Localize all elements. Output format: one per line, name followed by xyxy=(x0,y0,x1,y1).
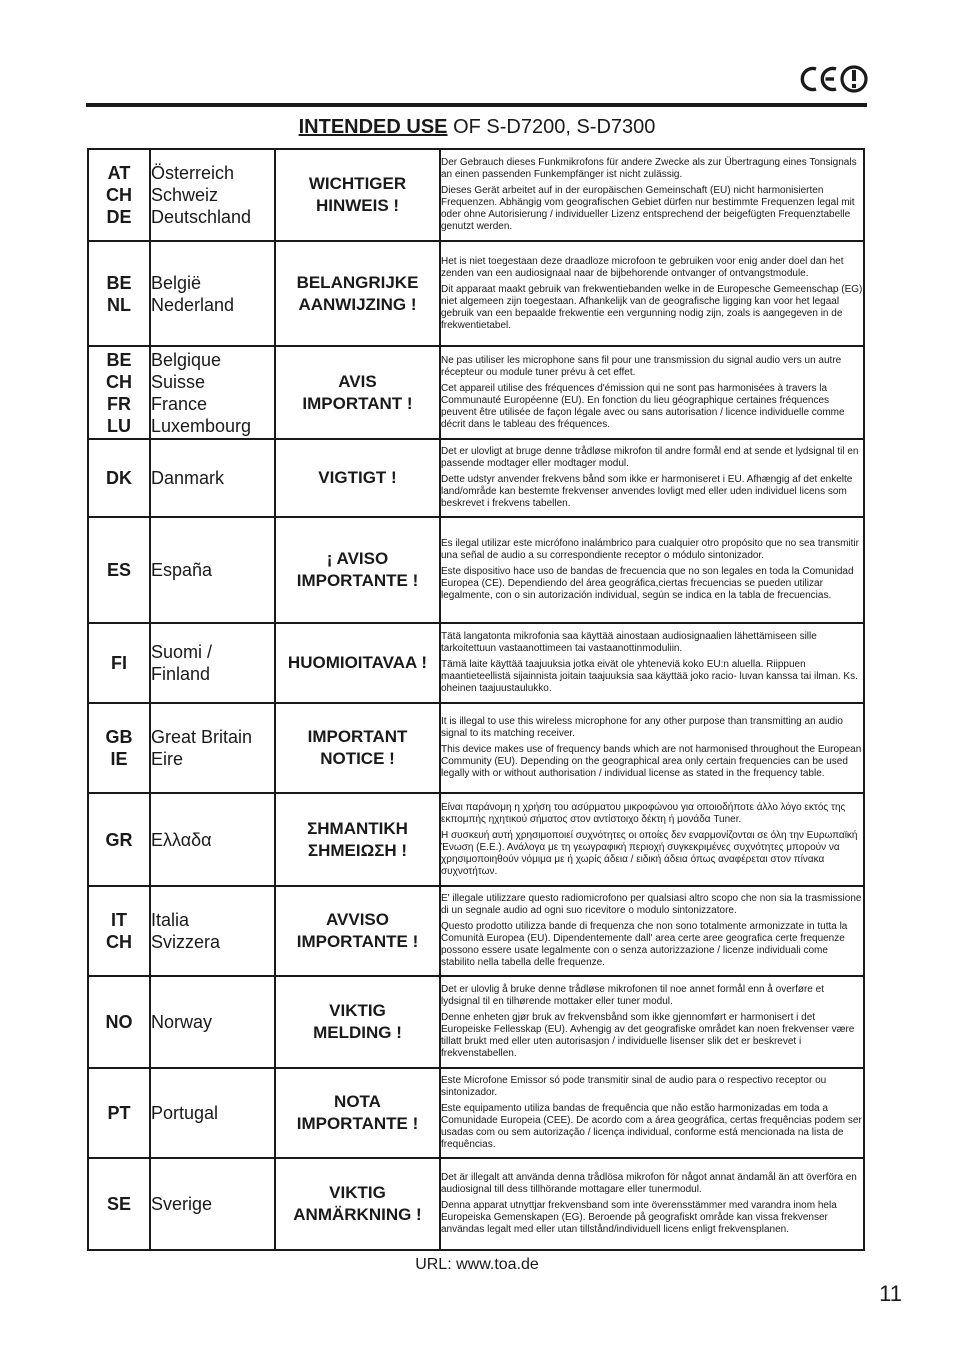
country-code: LU xyxy=(107,415,131,436)
country-code: SE xyxy=(106,1194,131,1214)
notice-text-cell xyxy=(440,439,864,517)
country-row xyxy=(88,149,864,241)
ce-alert-marks xyxy=(797,62,869,96)
country-name: España xyxy=(151,560,213,580)
notice-label-cell xyxy=(275,439,440,517)
country-row xyxy=(88,1158,864,1250)
notice-paragraph: Tämä laite käyttää taajuuksia jotka eivät ole yhteneviä koko EU:n aluella. Riippuen maantieteellistä sijainnista joitain taajuuksia saa käyttää joko racio- luvan kanssa tai ilman. Ks. oheinen taajuustaulukko. xyxy=(441,659,858,694)
country-name: Belgique xyxy=(151,349,222,370)
country-codes-cell xyxy=(88,793,150,886)
country-code: GB xyxy=(105,727,133,747)
country-name: Danmark xyxy=(151,468,225,488)
notice-paragraph: Es ilegal utilizar este micrófono inalámbrico para cualquier otro propósito que no sea transmitir una señal de audio a su correspondiente receptor o módulo sintonizador. xyxy=(441,538,859,561)
notice-label: NOTA xyxy=(334,1092,381,1111)
notice-text-cell xyxy=(440,793,864,886)
notice-label: AVVISO xyxy=(326,910,389,929)
country-names-cell xyxy=(150,793,275,886)
notice-label: VIGTIGT ! xyxy=(318,468,397,487)
notice-label-cell xyxy=(275,1158,440,1250)
intended-use-table xyxy=(87,148,865,1251)
notice-paragraph: Het is niet toegestaan deze draadloze microfoon te gebruiken voor enig ander doel dan het zenden van een audiosignaal naar de bijbehorende ontvanger of ontvangstmodule. xyxy=(441,255,844,279)
notice-text-cell xyxy=(440,241,864,346)
notice-paragraph: Dit apparaat maakt gebruik van frekwentiebanden welke in de Europesche Gemeenschap (EG) niet algemeen zijn toegestaan. Afhankelijk van de geografische ligging kan voor het legaal gebruik van een bepaalde frekwentie een vergunning nodig zijn, zoals is aangegeven in de frekwentietabel. xyxy=(441,283,863,331)
notice-text-cell xyxy=(440,623,864,703)
country-code: IT xyxy=(111,910,127,930)
notice-label: ΣΗΜΕΙΩΣΗ ! xyxy=(307,840,408,860)
country-row xyxy=(88,703,864,793)
country-names-cell xyxy=(150,976,275,1068)
country-name: Svizzera xyxy=(151,932,221,952)
notice-paragraph: Det er ulovlig å bruke denne trådløse mikrofonen til noe annet formål enn å overføre et lydsignal til en tilhørende mottaker eller tuner modul. xyxy=(441,984,824,1007)
country-code: CH xyxy=(106,185,132,205)
country-name: Schweiz xyxy=(151,185,219,205)
country-name: Ελλαδα xyxy=(151,829,212,850)
country-code: AT xyxy=(107,163,131,183)
notice-paragraph: Este Microfone Emissor só pode transmitir sinal de audio para o respectivo receptor ou sintonizador. xyxy=(441,1075,827,1098)
notice-label: ANMÄRKNING ! xyxy=(293,1205,422,1224)
country-codes-cell xyxy=(88,346,150,439)
notice-paragraph: Det er ulovligt at bruge denne trådløse mikrofon til andre formål end at sende et lydsignal til en passende modtager eller modtager modul. xyxy=(441,446,859,469)
country-names-cell xyxy=(150,346,275,439)
country-code: ES xyxy=(106,560,131,580)
country-name: Italia xyxy=(151,910,190,930)
ce-mark-icon xyxy=(802,69,836,90)
notice-label: IMPORTANTE ! xyxy=(296,1114,419,1133)
country-code: CH xyxy=(106,371,132,392)
notice-label-cell xyxy=(275,149,440,241)
country-names-cell xyxy=(150,886,275,976)
country-code: PT xyxy=(107,1103,131,1123)
notice-label: VIKTIG xyxy=(329,1001,386,1020)
notice-label-cell xyxy=(275,346,440,439)
notice-paragraph: Cet appareil utilise des fréquences d'émission qui ne sont pas harmonisées à travers la Communauté Européenne (EU). En fonction du lieu géographique certaines fréquences peuvent être utilisée de façon légale avec ou sans autorisation / licence individuelle comme décrit dans le tableau des fréquences. xyxy=(441,382,845,430)
notice-label: IMPORTANTE ! xyxy=(296,571,419,590)
country-row xyxy=(88,517,864,623)
country-codes-cell xyxy=(88,149,150,241)
country-code: BE xyxy=(106,349,132,370)
country-name: Suisse xyxy=(151,371,206,392)
notice-label-cell xyxy=(275,241,440,346)
notice-paragraph: Este equipamento utiliza bandas de frequência que não estão harmonizadas em toda a Comunidade Europeia (CEE). De acordo com a área geográfica, certas frequências podem ser usadas com ou sem autorização / licença individual, conforme está mencionada na lista de frequências. xyxy=(441,1103,862,1150)
notice-label-cell xyxy=(275,1068,440,1158)
country-codes-cell xyxy=(88,517,150,623)
country-row xyxy=(88,623,864,703)
notice-paragraph: Questo prodotto utilizza bande di frequenza che non sono totalmente armonizzate in tutta la Comunità Europea (EU). Dipendentemente dall' area certe aree geografica certe frequenze possono essere usate legalmente con o senza autorizzazione / licenze individuali come stabilito nella tabella delle frequenze. xyxy=(441,921,848,968)
header-rule xyxy=(86,103,867,107)
notice-label: IMPORTANT ! xyxy=(302,393,413,413)
country-name: Norway xyxy=(151,1012,213,1032)
country-codes-cell xyxy=(88,703,150,793)
notice-label: VIKTIG xyxy=(329,1183,386,1202)
country-code: DE xyxy=(106,207,132,227)
notice-paragraph: Det är illegalt att använda denna trådlösa mikrofon för något annat ändamål än att överföra en audiosignal till dess tillhörande mottagare eller tunermodul. xyxy=(441,1172,857,1195)
notice-text-cell xyxy=(440,346,864,439)
country-names-cell xyxy=(150,439,275,517)
country-row xyxy=(88,346,864,439)
notice-label-cell xyxy=(275,517,440,623)
notice-paragraph: Η συσκευή αυτή χρησιμοποιεί συχνότητες οι οποίες δεν εναρμονίζονται σε όλη την Ευρωπαϊκή Ένωση (Ε.Ε.). Ανάλογα με τη γεωγραφική περιοχή συγκεκριμένες συχνότητες μπορούν να χρησιμοποιηθούν νόμιμα με ή χωρίς άδεια / ειδική άδεια όπως αναφέρεται στον πίνακα συχνοτήτων. xyxy=(441,829,858,877)
country-name: Sverige xyxy=(151,1194,213,1214)
country-row xyxy=(88,976,864,1068)
alert-mark-icon xyxy=(842,67,866,91)
country-row xyxy=(88,439,864,517)
notice-label: ΣΗΜΑΝΤΙΚΗ xyxy=(307,818,408,838)
notice-label: ¡ AVISO xyxy=(326,549,389,568)
notice-text-cell xyxy=(440,703,864,793)
page-title-strong: INTENDED USE xyxy=(298,116,448,138)
country-names-cell xyxy=(150,149,275,241)
url-footer: URL: www.toa.de xyxy=(415,1256,539,1273)
country-name: Great Britain xyxy=(151,727,253,747)
country-code: CH xyxy=(106,932,132,952)
country-code: BE xyxy=(106,272,132,293)
country-codes-cell xyxy=(88,439,150,517)
notice-paragraph: It is illegal to use this wireless microphone for any other purpose than transmitting an audio signal to its matching receiver. xyxy=(441,716,843,739)
notice-paragraph: Dette udstyr anvender frekvens bånd som ikke er harmoniseret i EU. Afhængig af det enkelte land/område kan bestemte frekvenser anvendes lovligt med eller uden individuel licens som beskrevet i frekvens tabellen. xyxy=(441,474,853,509)
country-code: NO xyxy=(105,1012,133,1032)
country-name: Luxembourg xyxy=(151,415,252,436)
notice-label: IMPORTANT xyxy=(307,727,408,746)
country-codes-cell xyxy=(88,623,150,703)
notice-text-cell xyxy=(440,1158,864,1250)
country-name: Deutschland xyxy=(151,207,252,227)
country-codes-cell xyxy=(88,1158,150,1250)
country-names-cell xyxy=(150,241,275,346)
country-code: IE xyxy=(110,749,128,769)
notice-paragraph: Ne pas utiliser les microphone sans fil pour une transmission du signal audio vers un autre récepteur ou module tuner prévu à cet effet. xyxy=(441,354,842,378)
notice-paragraph: Denne enheten gjør bruk av frekvensbånd som ikke gjennomført er harmonisert i det Europeiske Fellesskap (EU). Avhengig av det geografiske området kan noen frekvenser være tillatt brukt med eller uten autorisasjon / individuelle lisenser slik det er beskrevet i frekvenstabellen. xyxy=(441,1012,855,1059)
country-codes-cell xyxy=(88,1068,150,1158)
country-name: Eire xyxy=(151,749,184,769)
country-row xyxy=(88,886,864,976)
notice-label-cell xyxy=(275,793,440,886)
notice-paragraph: This device makes use of frequency bands which are not harmonised throughout the European Community (EU). Depending on the geographical area only certain frequencies can be used legally with or without authorisation / individual license as stated in the frequency table. xyxy=(441,744,862,779)
country-names-cell xyxy=(150,623,275,703)
notice-label: AVIS xyxy=(338,371,377,391)
country-code: FI xyxy=(111,653,127,673)
notice-label: HINWEIS ! xyxy=(315,196,400,215)
country-name: Österreich xyxy=(151,163,235,183)
notice-paragraph: Tätä langatonta mikrofonia saa käyttää ainostaan audiosignaalien lähettämiseen sille tarkoitettuun vastaanottimeen tai vastaanottinmoduliin. xyxy=(441,631,817,654)
notice-label: HUOMIOITAVAA ! xyxy=(287,653,428,672)
country-name: France xyxy=(151,393,208,414)
notice-label-cell xyxy=(275,623,440,703)
page-number: 11 xyxy=(879,1281,902,1306)
notice-paragraph: Είναι παράνομη η χρήση του ασύρματου μικροφώνου για οποιοδήποτε άλλο λόγο εκτός της εκπομπής ηχητικού σήματος στον αντίστοιχο δέκτη ή μονάδα Tuner. xyxy=(441,801,846,825)
country-code: DK xyxy=(106,468,132,488)
page-title xyxy=(0,116,954,139)
country-name: Finland xyxy=(151,664,211,684)
notice-paragraph: Este dispositivo hace uso de bandas de frecuencia que no son legales en toda la Comunidad Europea (CE). Dependiendo del área geográfica,ciertas frecuencias se pueden utilizar legalmente, con o sin autorización individual, según se indica en la tabla de frecuencias. xyxy=(441,566,854,601)
country-code: FR xyxy=(107,393,131,414)
notice-label-cell xyxy=(275,703,440,793)
notice-label: IMPORTANTE ! xyxy=(296,932,419,951)
country-code: NL xyxy=(107,294,131,315)
country-name: België xyxy=(151,272,202,293)
notice-paragraph: E' illegale utilizzare questo radiomicrofono per qualsiasi altro scopo che non sia la trasmissione di un segnale audio ad ogni suo ricevitore o modulo sintonizzatore. xyxy=(441,893,862,916)
notice-label: WICHTIGER xyxy=(308,174,407,193)
country-names-cell xyxy=(150,517,275,623)
country-codes-cell xyxy=(88,241,150,346)
country-names-cell xyxy=(150,1158,275,1250)
country-name: Suomi / xyxy=(151,642,213,662)
page-title-rest: OF S-D7200, S-D7300 xyxy=(447,116,656,138)
notice-paragraph: Dieses Gerät arbeitet auf in der europäischen Gemeinschaft (EU) nicht harmonisierten Frequenzen. Abhängig vom geografischen Gebiet dürfen nur bestimmte Frequenzen legal mit oder ohne Autorisierung / individueller Lizenz entsprechend der beigefügten Frequenztabelle genutzt werden. xyxy=(441,185,855,232)
country-code: GR xyxy=(105,829,133,850)
notice-label: AANWIJZING ! xyxy=(298,294,417,314)
country-codes-cell xyxy=(88,976,150,1068)
notice-text-cell xyxy=(440,1068,864,1158)
notice-text-cell xyxy=(440,976,864,1068)
notice-label: BELANGRIJKE xyxy=(296,272,419,292)
country-row xyxy=(88,241,864,346)
notice-text-cell xyxy=(440,517,864,623)
country-names-cell xyxy=(150,703,275,793)
notice-label-cell xyxy=(275,886,440,976)
country-row xyxy=(88,1068,864,1158)
country-codes-cell xyxy=(88,886,150,976)
notice-paragraph: Denna apparat utnyttjar frekvensband som inte överensstämmer med varandra inom hela Europeiska Gemenskapen (EG). Beroende på geografiskt område kan vissa frekvenser användas legalt med eller utan tillstånd/individuell licens enligt frekvensplanen. xyxy=(441,1200,837,1235)
country-name: Nederland xyxy=(151,294,235,315)
country-row xyxy=(88,793,864,886)
notice-label: NOTICE ! xyxy=(320,749,395,768)
country-names-cell xyxy=(150,1068,275,1158)
country-name: Portugal xyxy=(151,1103,219,1123)
notice-label: MELDING ! xyxy=(313,1023,402,1042)
notice-text-cell xyxy=(440,149,864,241)
notice-paragraph: Der Gebrauch dieses Funkmikrofons für andere Zwecke als zur Übertragung eines Tonsignals an einen passenden Funkempfänger ist nicht zulässig. xyxy=(441,157,857,180)
notice-label-cell xyxy=(275,976,440,1068)
notice-text-cell xyxy=(440,886,864,976)
